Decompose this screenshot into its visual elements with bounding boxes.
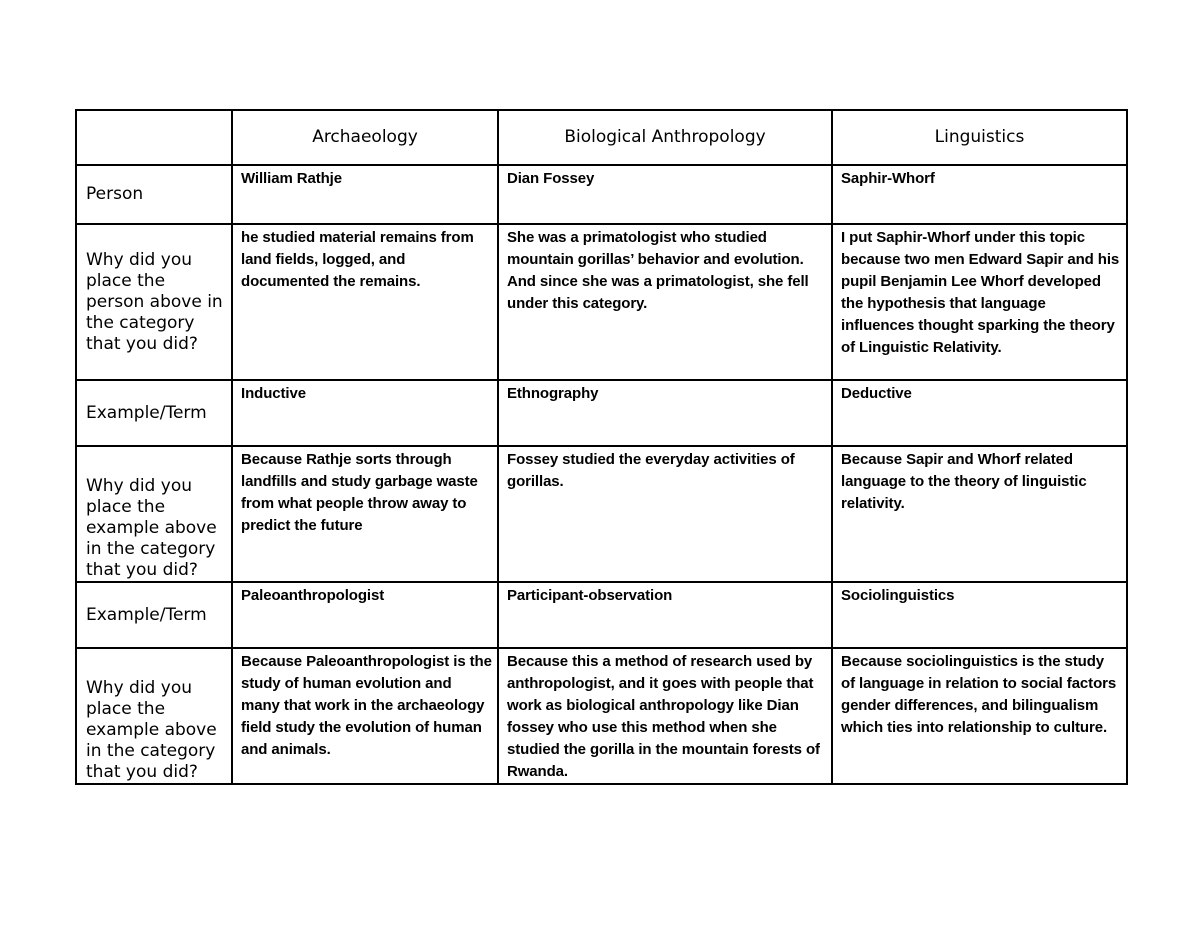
table-row-why-example-1 — [76, 446, 1127, 582]
table-row-why-example-2 — [76, 648, 1127, 784]
table-row-example-1 — [76, 380, 1127, 446]
cell-archaeology-example-1: Inductive — [232, 380, 498, 446]
row-label-why-example-1: Why did you place the example above in the category that you did? — [76, 446, 232, 582]
cell-bioanth-example-2: Participant-observation — [498, 582, 832, 648]
header-row — [76, 110, 1127, 165]
cell-bioanth-why-person: She was a primatologist who studied mountain gorillas’ behavior and evolution. And since she was a primatologist, she fell under this category. — [498, 224, 832, 380]
header-archaeology: Archaeology — [232, 110, 498, 165]
anthropology-subfields-table — [75, 109, 1128, 785]
row-label-example-2: Example/Term — [76, 582, 232, 648]
row-label-why-example-2: Why did you place the example above in the category that you did? — [76, 648, 232, 784]
row-label-why-person: Why did you place the person above in the category that you did? — [76, 224, 232, 380]
header-biological-anthropology: Biological Anthropology — [498, 110, 832, 165]
cell-linguistics-why-person: I put Saphir-Whorf under this topic because two men Edward Sapir and his pupil Benjamin Lee Whorf developed the hypothesis that language influences thought sparking the theory of Linguistic Relativity. — [832, 224, 1127, 380]
cell-bioanth-person: Dian Fossey — [498, 165, 832, 224]
header-corner-cell — [76, 110, 232, 165]
cell-bioanth-why-example-2: Because this a method of research used by anthropologist, and it goes with people that work as biological anthropology like Dian fossey who use this method when she studied the gorilla in the mountain forests of Rwanda. — [498, 648, 832, 784]
cell-archaeology-example-2: Paleoanthropologist — [232, 582, 498, 648]
table-row-person — [76, 165, 1127, 224]
cell-bioanth-why-example-1: Fossey studied the everyday activities of gorillas. — [498, 446, 832, 582]
cell-linguistics-why-example-2: Because sociolinguistics is the study of language in relation to social factors gender differences, and bilingualism which ties into relationship to culture. — [832, 648, 1127, 784]
cell-linguistics-person: Saphir-Whorf — [832, 165, 1127, 224]
table-row-why-person — [76, 224, 1127, 380]
cell-linguistics-why-example-1: Because Sapir and Whorf related language to the theory of linguistic relativity. — [832, 446, 1127, 582]
cell-linguistics-example-2: Sociolinguistics — [832, 582, 1127, 648]
row-label-example-1: Example/Term — [76, 380, 232, 446]
cell-archaeology-why-person: he studied material remains from land fields, logged, and documented the remains. — [232, 224, 498, 380]
cell-archaeology-person: William Rathje — [232, 165, 498, 224]
table-row-example-2 — [76, 582, 1127, 648]
cell-bioanth-example-1: Ethnography — [498, 380, 832, 446]
cell-linguistics-example-1: Deductive — [832, 380, 1127, 446]
cell-archaeology-why-example-2: Because Paleoanthropologist is the study of human evolution and many that work in the archaeology field study the evolution of human and animals. — [232, 648, 498, 784]
row-label-person: Person — [76, 165, 232, 224]
cell-archaeology-why-example-1: Because Rathje sorts through landfills and study garbage waste from what people throw away to predict the future — [232, 446, 498, 582]
header-linguistics: Linguistics — [832, 110, 1127, 165]
